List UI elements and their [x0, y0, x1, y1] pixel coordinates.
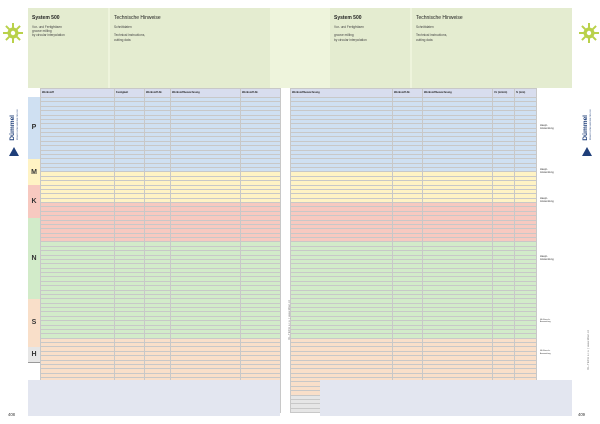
annotation-line: Haupt-	[540, 254, 548, 258]
page-number-right: 409	[578, 412, 585, 417]
header-right-title: System 500	[334, 15, 362, 21]
brand-sub: PRÄZISIONSWERKZEUGE	[17, 109, 19, 141]
col-header: Werkstoff-Nr.	[145, 89, 171, 98]
application-annotation	[540, 255, 572, 261]
brand-logo-right	[578, 95, 596, 155]
header-right-mid-sub	[416, 25, 572, 42]
material-group-letter: P	[31, 124, 37, 132]
col-header: Festigkeit	[115, 89, 145, 98]
header-right-mid-cell	[412, 8, 572, 88]
material-group-letter: N	[31, 255, 37, 262]
header-right-sub-line: Vor- und Fertigfräsen	[334, 25, 364, 29]
footer-band-left	[28, 380, 280, 416]
material-group-letter: S	[31, 319, 37, 327]
header-right-mid-sub-line: Schnittdaten	[416, 25, 434, 29]
header-right-sub-line: by circular interpolation	[334, 37, 367, 42]
left-material-table	[40, 88, 281, 413]
material-group-cell	[28, 299, 40, 348]
col-header: Werkstoffbezeichnung	[171, 89, 241, 98]
annotation-line: Mit Einschr.	[540, 350, 551, 353]
material-group-letter: K	[31, 197, 37, 205]
header-left-cell	[28, 8, 108, 88]
material-group-cell	[28, 218, 40, 300]
application-annotation	[540, 350, 572, 355]
vertical-watermark-text: KL-TECH s.r.o. | www.kltec.cz	[586, 330, 590, 370]
table-header-row	[291, 89, 537, 98]
col-header: Werkstoff	[41, 89, 115, 98]
brand-name: Dümmel	[582, 115, 589, 141]
col-header: Werkstoff-Nr.	[241, 89, 281, 98]
header-right-sub-line: groove milling	[334, 33, 354, 38]
header-left-sub-line: by circular interpolation	[32, 33, 65, 38]
material-group-cell	[28, 185, 40, 219]
header-left-mid-title: Technische Hinweise	[114, 15, 161, 21]
application-annotation	[540, 168, 572, 174]
logo-triangle-icon	[9, 147, 19, 156]
annotation-line: Anwendung	[540, 126, 554, 130]
vertical-watermark-text: KL-TECH s.r.o. | www.kltec.cz	[287, 300, 291, 340]
header-left-mid-sub-line: Schnittdaten	[114, 25, 132, 29]
gear-icon	[578, 22, 600, 44]
brand-sub: PRÄZISIONSWERKZEUGE	[590, 109, 592, 141]
annotation-line: Haupt-	[540, 168, 548, 172]
footer-band-right	[320, 380, 572, 416]
header-right-mid-title: Technische Hinweise	[416, 15, 463, 21]
header-left-sub-line: groove milling	[32, 29, 52, 34]
material-group-letter: M	[31, 168, 37, 176]
header-right-mid-sub-line: cutting data	[416, 37, 433, 42]
brand-logo-left	[5, 95, 23, 155]
annotation-line: Haupt-	[540, 197, 548, 201]
annotation-line: Anwendung	[540, 257, 554, 261]
annotation-line: Anwendung	[540, 200, 554, 204]
header-left-sub-line: Vor- und Fertigfräsen	[32, 25, 62, 29]
logo-triangle-icon	[582, 147, 592, 156]
header-right-cell	[330, 8, 410, 88]
application-annotation	[540, 124, 572, 130]
material-group-cell	[28, 347, 40, 363]
header-left-mid-sub-line: Technical instructions,	[114, 33, 146, 38]
annotation-line: Haupt-	[540, 123, 548, 127]
annotation-line: Anwendung	[540, 321, 551, 324]
table-header-row	[41, 89, 281, 98]
material-group-letter: H	[31, 350, 37, 358]
annotation-line: Anwendung	[540, 171, 554, 175]
col-header: Vc (m/min)	[493, 89, 515, 98]
col-header: Werkstoffbezeichnung	[291, 89, 393, 98]
brand-name: Dümmel	[9, 115, 16, 141]
material-group-cell	[28, 159, 40, 186]
header-right-mid-sub-line: Technical instructions,	[416, 33, 448, 38]
header-left-mid-sub-line: cutting data	[114, 37, 131, 42]
header-right-sub	[334, 25, 410, 42]
header-left-title: System 500	[32, 15, 60, 21]
application-annotation	[540, 197, 572, 203]
col-header: fz (mm)	[515, 89, 537, 98]
application-annotation	[540, 319, 572, 324]
annotation-line: Mit Einschr.	[540, 318, 551, 321]
col-header: Werkstoff-Nr.	[393, 89, 423, 98]
material-group-cell	[28, 97, 40, 161]
page-number-left: 408	[8, 412, 15, 417]
right-material-table	[290, 88, 537, 413]
header-left-sub	[32, 25, 108, 38]
gear-icon	[2, 22, 24, 44]
header-left-mid-cell	[110, 8, 270, 88]
annotation-line: Anwendung	[540, 352, 551, 355]
col-header: Werkstoffbezeichnung	[423, 89, 493, 98]
header-left-mid-sub	[114, 25, 270, 42]
